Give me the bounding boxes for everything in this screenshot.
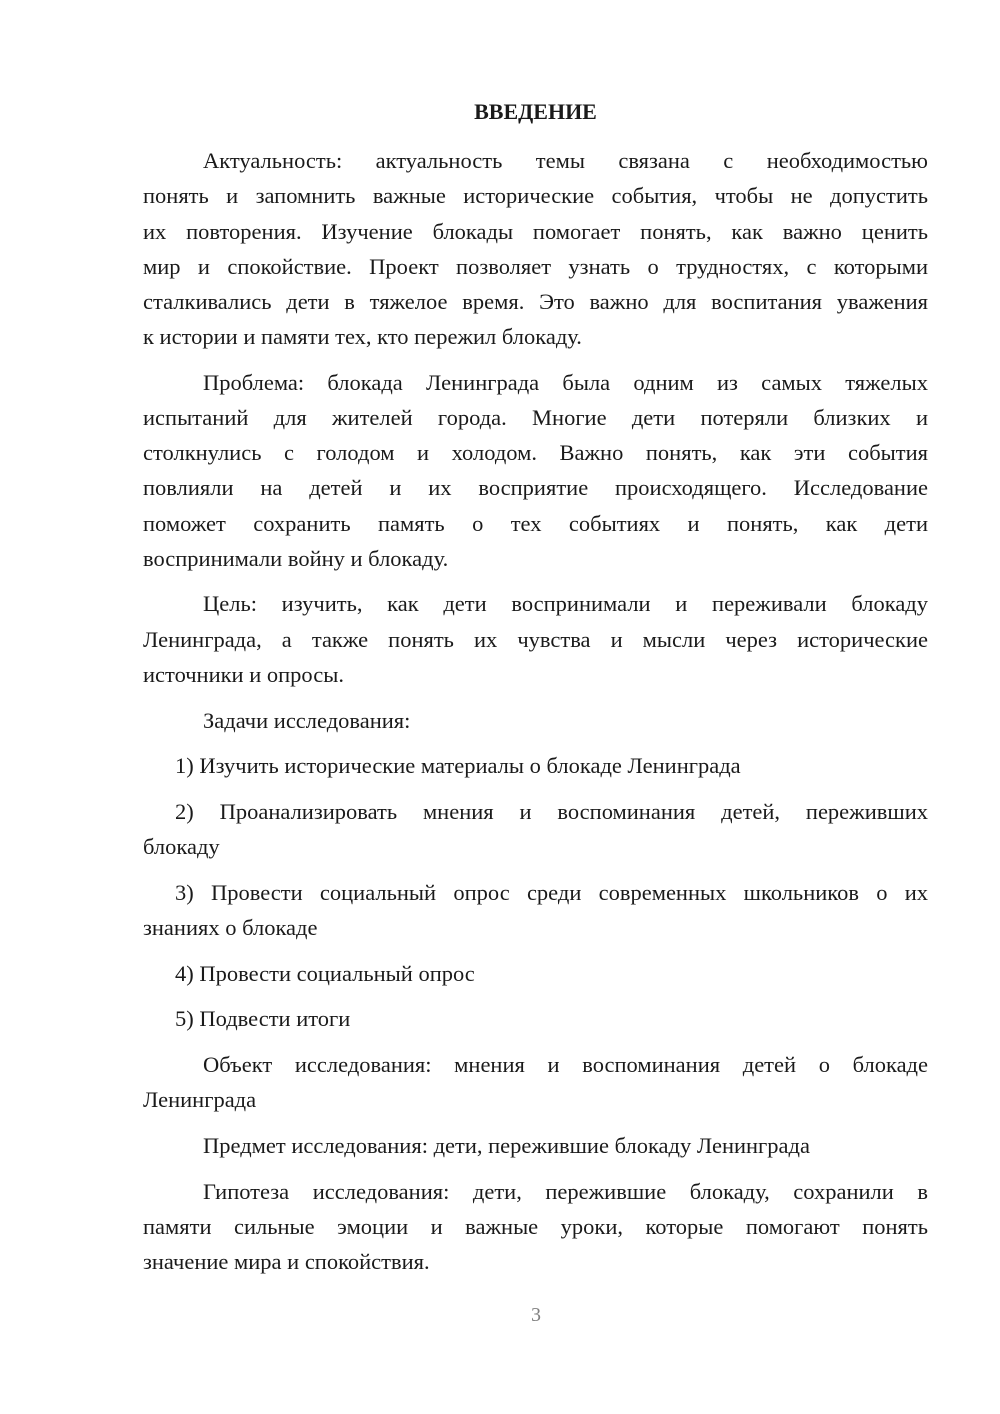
text-line: Ленинграда, а также понять их чувства и мысли через исторические bbox=[143, 626, 928, 652]
text-line: Актуальность: актуальность темы связана с необходимостью bbox=[203, 148, 928, 174]
section-title: ВВЕДЕНИЕ bbox=[474, 99, 597, 124]
paragraph bbox=[143, 748, 928, 783]
paragraph bbox=[143, 875, 928, 945]
text-line: 4) Провести социальный опрос bbox=[175, 960, 475, 986]
document-page bbox=[143, 94, 928, 1279]
text-line: воспринимали войну и блокаду. bbox=[143, 545, 449, 571]
text-line: знаниях о блокаде bbox=[143, 915, 318, 941]
text-line: Ленинграда bbox=[143, 1087, 257, 1113]
text-line: Цель: изучить, как дети воспринимали и переживали блокаду bbox=[203, 591, 928, 617]
text-line: Объект исследования: мнения и воспоминания детей о блокаде bbox=[203, 1052, 928, 1078]
paragraph bbox=[143, 794, 928, 864]
text-line: 2) Проанализировать мнения и воспоминания детей, переживших bbox=[175, 798, 928, 824]
text-line: значение мира и спокойствия. bbox=[143, 1249, 430, 1275]
paragraph bbox=[143, 956, 928, 991]
text-line: к истории и памяти тех, кто пережил блокаду. bbox=[143, 324, 582, 350]
paragraph bbox=[143, 143, 928, 354]
text-line: их повторения. Изучение блокады помогает понять, как важно ценить bbox=[143, 218, 928, 244]
paragraph bbox=[143, 1128, 928, 1163]
paragraph bbox=[143, 365, 928, 576]
text-line: блокаду bbox=[143, 834, 220, 860]
text-line: Задачи исследования: bbox=[203, 707, 411, 733]
text-line: Проблема: блокада Ленинграда была одним из самых тяжелых bbox=[203, 369, 928, 395]
text-line: Предмет исследования: дети, пережившие блокаду Ленинграда bbox=[203, 1133, 810, 1159]
text-line: поможет сохранить память о тех событиях и понять, как дети bbox=[143, 510, 928, 536]
text-line: испытаний для жителей города. Многие дети потеряли близких и bbox=[143, 405, 928, 431]
paragraph bbox=[143, 1174, 928, 1280]
paragraph bbox=[143, 703, 928, 738]
text-line: повлияли на детей и их восприятие происходящего. Исследование bbox=[143, 475, 928, 501]
paragraph bbox=[143, 1047, 928, 1117]
text-line: понять и запомнить важные исторические события, чтобы не допустить bbox=[143, 183, 928, 209]
text-line: памяти сильные эмоции и важные уроки, которые помогают понять bbox=[143, 1213, 928, 1239]
page-number: 3 bbox=[531, 1304, 541, 1326]
paragraph bbox=[143, 586, 928, 692]
text-line: 3) Провести социальный опрос среди современных школьников о их bbox=[175, 879, 928, 905]
paragraph bbox=[143, 1001, 928, 1036]
text-line: мир и спокойствие. Проект позволяет узнать о трудностях, с которыми bbox=[143, 253, 928, 279]
document-body bbox=[143, 143, 928, 1279]
text-line: сталкивались дети в тяжелое время. Это важно для воспитания уважения bbox=[143, 288, 928, 314]
text-line: источники и опросы. bbox=[143, 661, 344, 687]
text-line: 1) Изучить исторические материалы о блокаде Ленинграда bbox=[175, 753, 741, 779]
text-line: Гипотеза исследования: дети, пережившие блокаду, сохранили в bbox=[203, 1178, 928, 1204]
text-line: 5) Подвести итоги bbox=[175, 1006, 351, 1032]
text-line: столкнулись с голодом и холодом. Важно понять, как эти события bbox=[143, 440, 928, 466]
